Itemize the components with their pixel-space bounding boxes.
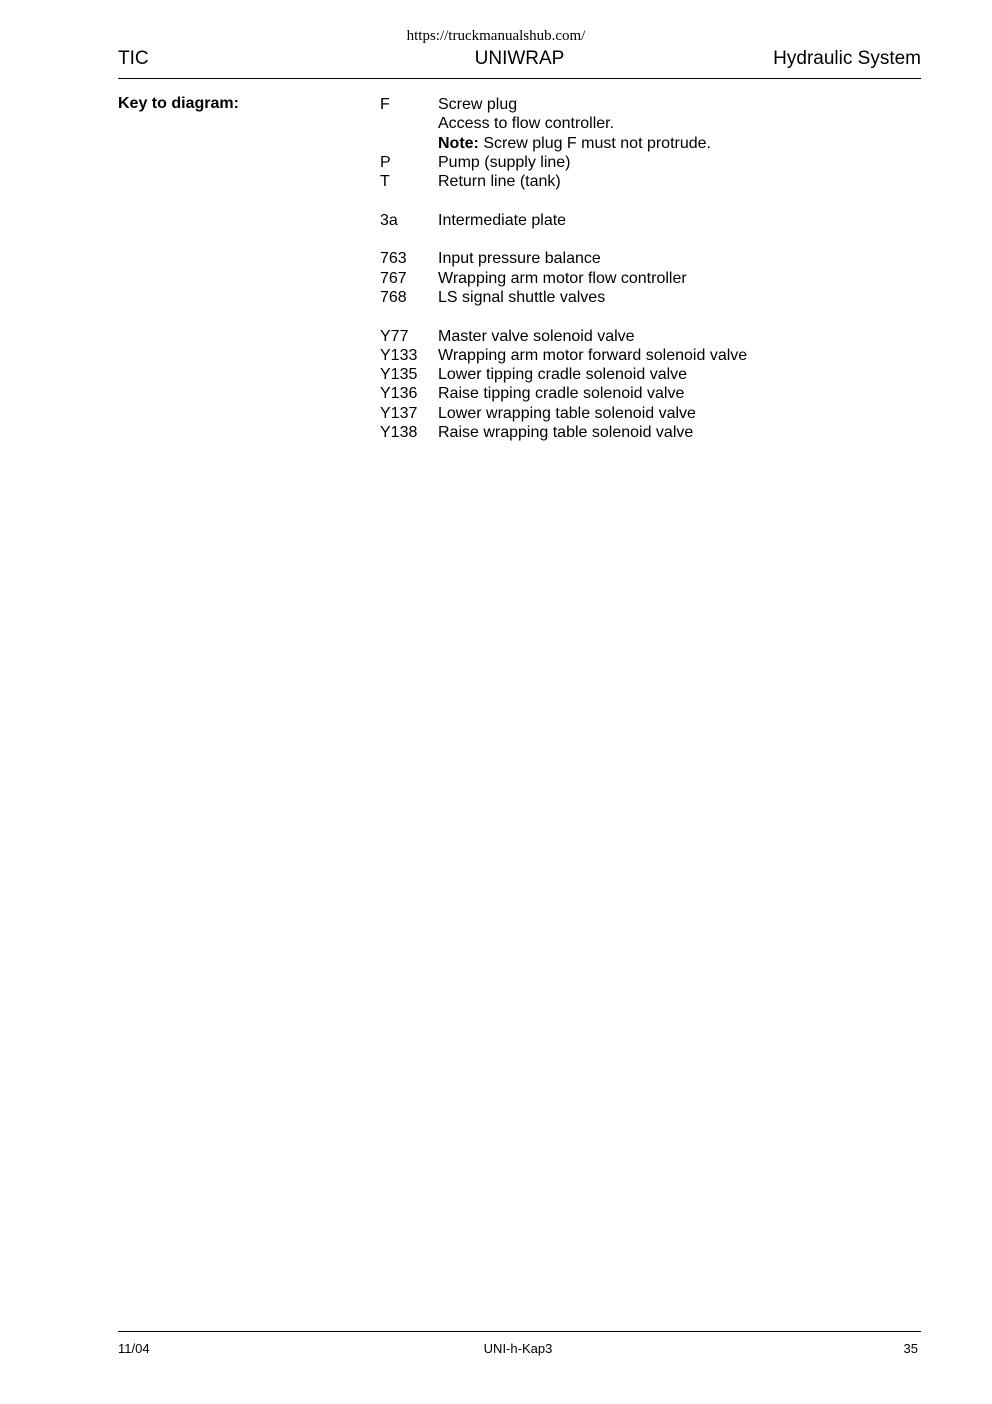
key-item-Y135: [380, 365, 900, 384]
key-description: Intermediate plate: [438, 211, 567, 229]
header-divider: [118, 78, 921, 79]
key-item-F: [380, 95, 900, 153]
key-description: LS signal shuttle valves: [438, 288, 606, 306]
key-description: Pump (supply line): [438, 153, 571, 171]
key-description: Return line (tank): [438, 173, 561, 191]
key-description: Wrapping arm motor forward solenoid valve: [438, 346, 748, 364]
key-code: Y136: [380, 385, 418, 403]
key-item-Y137: [380, 404, 900, 423]
key-description: Lower wrapping table solenoid valve: [438, 404, 696, 422]
key-description: Raise tipping cradle solenoid valve: [438, 385, 685, 403]
key-list: [380, 95, 900, 442]
key-note: [438, 134, 900, 153]
key-code: 768: [380, 288, 407, 306]
key-code: Y137: [380, 404, 418, 422]
key-item-Y136: [380, 384, 900, 403]
key-description: Raise wrapping table solenoid valve: [438, 424, 694, 442]
key-code: Y135: [380, 366, 418, 384]
header-right: Hydraulic System: [773, 48, 921, 69]
key-item-T: [380, 172, 900, 191]
key-description: Wrapping arm motor flow controller: [438, 269, 687, 287]
key-description: Input pressure balance: [438, 250, 601, 268]
key-description: [438, 95, 900, 153]
key-code: 3a: [380, 211, 398, 229]
key-code: F: [380, 96, 390, 113]
key-code: 763: [380, 250, 407, 268]
header-left: TIC: [118, 48, 149, 69]
key-item-Y138: [380, 423, 900, 442]
key-item-Y133: [380, 346, 900, 365]
key-item-767: [380, 269, 900, 288]
key-code: Y77: [380, 327, 409, 345]
key-description: Lower tipping cradle solenoid valve: [438, 366, 688, 384]
key-code: Y138: [380, 424, 418, 442]
key-code: Y133: [380, 346, 418, 364]
key-item-Y77: [380, 327, 900, 346]
note-label: Note:: [438, 134, 479, 152]
key-description-line: Screw plug: [438, 96, 518, 113]
key-code: 767: [380, 269, 407, 287]
footer-date: 11/04: [118, 1341, 150, 1356]
page-number: 35: [903, 1341, 918, 1356]
footer-document-code: UNI-h-Kap3: [483, 1341, 553, 1356]
source-url: https://truckmanualshub.com/: [406, 28, 586, 44]
key-title: Key to diagram:: [118, 95, 239, 112]
note-text: Screw plug F must not protrude.: [478, 134, 711, 152]
key-item-768: [380, 288, 900, 307]
key-item-3a: [380, 211, 900, 230]
key-description: Master valve solenoid valve: [438, 327, 635, 345]
page-header: [118, 48, 921, 78]
key-item-763: [380, 249, 900, 268]
key-description-line: Access to flow controller.: [438, 115, 615, 133]
header-center: UNIWRAP: [474, 48, 565, 69]
footer-divider: [118, 1331, 921, 1332]
key-item-P: [380, 153, 900, 172]
key-code: T: [380, 173, 390, 191]
key-code: P: [380, 153, 391, 171]
